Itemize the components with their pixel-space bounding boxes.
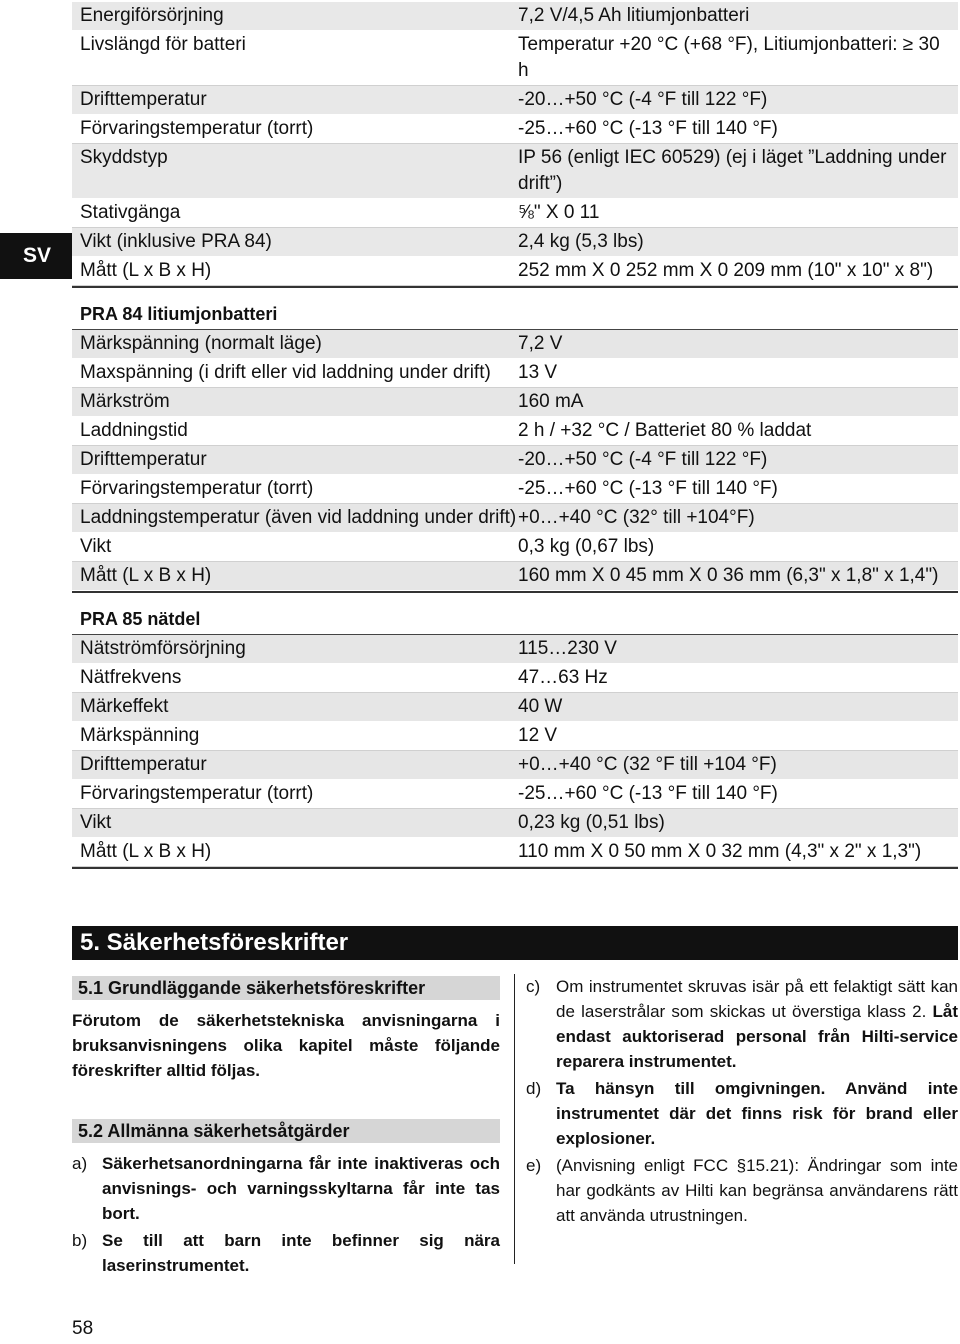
spec-value: 0,3 kg (0,67 lbs) — [518, 536, 655, 557]
spec-label: Drifttemperatur — [80, 89, 207, 110]
list-item-c — [526, 974, 958, 1074]
spec-value: 40 W — [518, 696, 563, 717]
spec-value: +0…+40 °C (32° till +104°F) — [518, 507, 755, 528]
list-item-text: Se till att barn inte befinner sig nära laserinstrumentet. — [102, 1231, 500, 1275]
right-column — [526, 974, 958, 1230]
spec-label: Livslängd för batteri — [80, 34, 246, 55]
spec-row — [72, 533, 958, 562]
spec-value: 7,2 V — [518, 333, 563, 354]
list-item-text: Ta hänsyn till omgivningen. Använd inte instrumentet där det finns risk för brand eller explosioner. — [556, 1079, 958, 1148]
spec-row — [72, 228, 958, 257]
spec-label: Energiförsörjning — [80, 5, 224, 26]
spec-label: Laddningstemperatur (även vid laddning under drift) — [80, 507, 517, 528]
spec-row — [72, 417, 958, 446]
spec-value: 160 mA — [518, 391, 584, 412]
spec-group-general — [72, 2, 958, 286]
section-heading: 5. Säkerhetsföreskrifter — [72, 926, 958, 960]
spec-label: Märkspänning (normalt läge) — [80, 333, 322, 354]
spec-row — [72, 751, 958, 780]
subsection-heading-5-2: 5.2 Allmänna säkerhetsåtgärder — [72, 1119, 500, 1143]
spec-row — [72, 664, 958, 693]
spec-row — [72, 199, 958, 228]
subsection-heading-5-1: 5.1 Grundläggande säkerhetsföreskrifter — [72, 976, 500, 1000]
spec-label: Vikt (inklusive PRA 84) — [80, 231, 272, 252]
spec-row — [72, 475, 958, 504]
list-item-text-normal: Om instrumentet skruvas isär på ett felaktigt sätt kan de laserstrålar som skickas ut överstiga klass 2. — [556, 977, 958, 1021]
list-item-text: Säkerhetsanordningarna får inte inaktiveras och anvisnings- och varningsskyltarna får inte tas bort. — [102, 1154, 500, 1223]
column-divider — [514, 974, 515, 1264]
group-title: PRA 85 nätdel — [72, 605, 958, 635]
technical-data-table — [72, 2, 958, 881]
list-item-text — [556, 974, 958, 1074]
spec-row — [72, 31, 958, 86]
spec-label: Förvaringstemperatur (torrt) — [80, 478, 314, 499]
spec-value: -25…+60 °C (-13 °F till 140 °F) — [518, 118, 778, 139]
page-number: 58 — [72, 1318, 94, 1339]
spec-value: -20…+50 °C (-4 °F till 122 °F) — [518, 449, 768, 470]
group-title: PRA 84 litiumjonbatteri — [72, 300, 958, 330]
spec-row — [72, 693, 958, 722]
spec-value: 110 mm X 0 50 mm X 0 32 mm (4,3" x 2" x 1,3") — [518, 841, 922, 862]
spec-value: 47…63 Hz — [518, 667, 608, 688]
spec-value: 0,23 kg (0,51 lbs) — [518, 812, 665, 833]
spec-label: Märkspänning — [80, 725, 200, 746]
spec-value: 13 V — [518, 362, 558, 383]
spec-label: Förvaringstemperatur (torrt) — [80, 783, 314, 804]
spec-value: 2,4 kg (5,3 lbs) — [518, 231, 644, 252]
spec-value: 7,2 V/4,5 Ah litiumjonbatteri — [518, 5, 750, 26]
spec-group-charger — [72, 605, 958, 867]
spec-label: Märkström — [80, 391, 170, 412]
spec-row — [72, 359, 958, 388]
spec-row — [72, 86, 958, 115]
spec-label: Drifttemperatur — [80, 754, 207, 775]
spec-row — [72, 562, 958, 591]
language-tab: SV — [0, 233, 74, 279]
list-marker: b) — [72, 1231, 88, 1250]
spec-row — [72, 115, 958, 144]
spec-label: Nätfrekvens — [80, 667, 182, 688]
spec-label: Skyddstyp — [80, 147, 168, 168]
spec-row — [72, 722, 958, 751]
spec-row — [72, 388, 958, 417]
spec-row — [72, 504, 958, 533]
spec-value: 115…230 V — [518, 638, 617, 659]
spec-label: Förvaringstemperatur (torrt) — [80, 118, 314, 139]
spec-row — [72, 330, 958, 359]
group-divider — [72, 591, 958, 605]
spec-label: Nätströmförsörjning — [80, 638, 246, 659]
spec-value: 2 h / +32 °C / Batteriet 80 % laddat — [518, 420, 812, 441]
spec-group-battery — [72, 300, 958, 591]
spec-label: Mått (L x B x H) — [80, 260, 212, 281]
spec-value: 252 mm X 0 252 mm X 0 209 mm (10" x 10" x 8") — [518, 260, 934, 281]
spec-value: IP 56 (enligt IEC 60529) (ej i läget ”Laddning under drift”) — [518, 147, 947, 194]
spec-row — [72, 144, 958, 199]
group-divider — [72, 867, 958, 881]
list-item-text-bold: Låt endast auktoriserad personal från Hilti-service reparera instrumentet. — [556, 1002, 958, 1071]
spec-value: -25…+60 °C (-13 °F till 140 °F) — [518, 478, 778, 499]
spec-value: 160 mm X 0 45 mm X 0 36 mm (6,3" x 1,8" x 1,4") — [518, 565, 939, 586]
spec-value: ⅝" X 0 11 — [518, 202, 600, 223]
list-item-a — [72, 1151, 500, 1226]
spec-row — [72, 809, 958, 838]
spec-label: Drifttemperatur — [80, 449, 207, 470]
list-item-e — [526, 1153, 958, 1228]
list-item-b — [72, 1228, 500, 1278]
spec-row — [72, 446, 958, 475]
list-marker: c) — [526, 977, 541, 996]
left-column — [72, 976, 500, 1280]
group-divider — [72, 286, 958, 300]
spec-value: -25…+60 °C (-13 °F till 140 °F) — [518, 783, 778, 804]
spec-row — [72, 2, 958, 31]
spec-row — [72, 838, 958, 867]
spec-value: 12 V — [518, 725, 558, 746]
spec-row — [72, 257, 958, 286]
spec-label: Vikt — [80, 812, 112, 833]
spec-label: Mått (L x B x H) — [80, 841, 212, 862]
intro-paragraph: Förutom de säkerhetstekniska anvisningarna i bruksanvisningens olika kapitel måste följande föreskrifter alltid följas. — [72, 1011, 500, 1080]
list-marker: a) — [72, 1154, 88, 1173]
list-marker: d) — [526, 1079, 542, 1098]
spec-label: Vikt — [80, 536, 112, 557]
spec-value: -20…+50 °C (-4 °F till 122 °F) — [518, 89, 768, 110]
list-marker: e) — [526, 1156, 542, 1175]
spec-label: Laddningstid — [80, 420, 188, 441]
spec-row — [72, 780, 958, 809]
list-item-text: (Anvisning enligt FCC §15.21): Ändringar som inte har godkänts av Hilti kan begränsa användarens rätt att använda utrustningen. — [556, 1156, 958, 1225]
spec-label: Mått (L x B x H) — [80, 565, 212, 586]
spec-value: +0…+40 °C (32 °F till +104 °F) — [518, 754, 777, 775]
list-item-d — [526, 1076, 958, 1151]
spec-label: Maxspänning (i drift eller vid laddning under drift) — [80, 362, 491, 383]
spec-label: Märkeffekt — [80, 696, 169, 717]
spec-row — [72, 635, 958, 664]
spec-label: Stativgänga — [80, 202, 181, 223]
spec-value: Temperatur +20 °C (+68 °F), Litiumjonbatteri: ≥ 30 h — [518, 34, 940, 81]
